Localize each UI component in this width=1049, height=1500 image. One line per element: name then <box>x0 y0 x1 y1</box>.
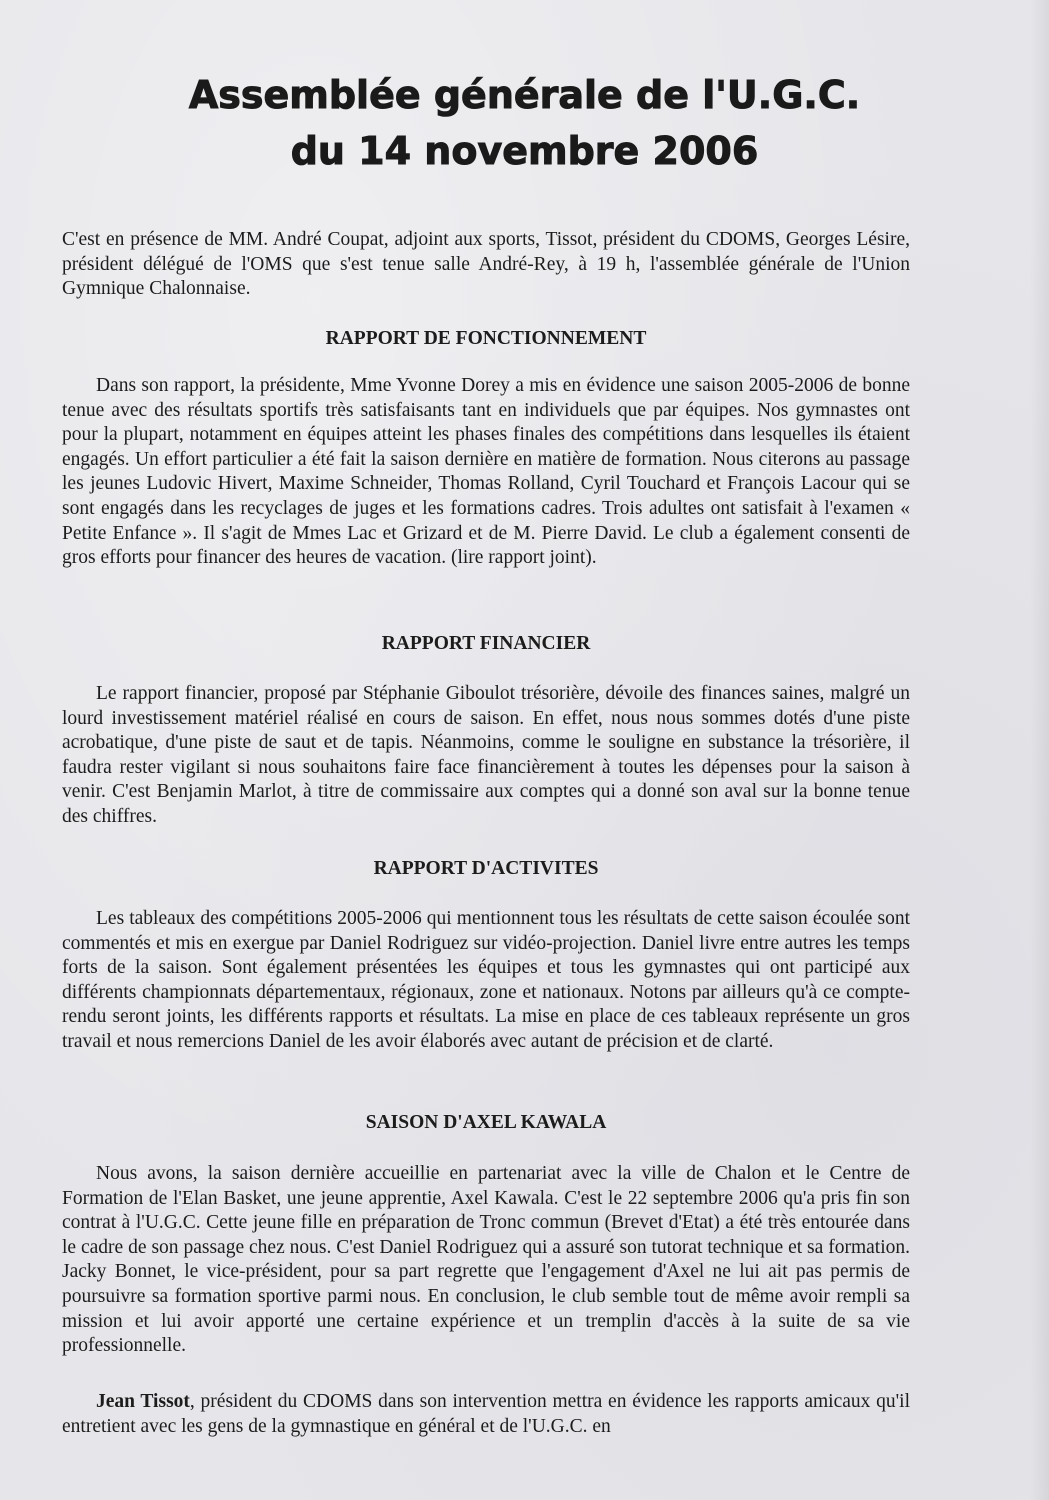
closing-name: Jean Tissot <box>96 1391 190 1412</box>
section-heading-fonctionnement: RAPPORT DE FONCTIONNEMENT <box>325 328 647 349</box>
section-heading-axel-kawala: SAISON D'AXEL KAWALA <box>365 1112 607 1133</box>
document-title-line-1: Assemblée générale de l'U.G.C. <box>188 73 861 117</box>
section-text-axel-kawala: Nous avons, la saison dernière accueillie en partenariat avec la ville de Chalon et le Centre de Formation de l'Elan Basket, une jeune apprentie, Axel Kawala. C'est le 22 septembre 2006 qu'a pris fin son contrat à l'U.G.C. Cette jeune fille en préparation de Tronc commun (Brevet d'Etat) a été très entourée dans le cadre de son passage chez nous. C'est Daniel Rodriguez qui a assuré son tutorat technique et sa formation. Jacky Bonnet, le vice-président, pour sa part regrette que l'engagement d'Axel ne lui ait pas permis de poursuivre sa formation sportive parmi nous. En conclusion, le club semble tout de même avoir rempli sa mission et lui avoir apporté une certaine expérience et un tremplin d'accès à la suite de sa vie professionnelle. <box>62 1163 910 1357</box>
section-text-activites: Les tableaux des compétitions 2005-2006 qui mentionnent tous les résultats de cette saison écoulée sont commentés et mis en exergue par Daniel Rodriguez sur vidéo-projection. Daniel livre entre autres les temps forts de la saison. Sont également présentées les équipes et tous les gymnastes qui ont participé aux différents championnats départementaux, régionaux, zone et nationaux. Notons par ailleurs qu'à ce compte-rendu seront joints, les différents rapports et résultats. La mise en place de ces tableaux représente un gros travail et nous remercions Daniel de les avoir élaborés avec autant de précision et de clarté. <box>62 908 910 1052</box>
section-heading-activites: RAPPORT D'ACTIVITES <box>373 858 599 879</box>
section-text-fonctionnement: Dans son rapport, la présidente, Mme Yvonne Dorey a mis en évidence une saison 2005-2006 de bonne tenue avec des résultats sportifs très satisfaisants tant en individuels que par équipes. Nos gymnastes ont pour la plupart, notamment en équipes atteint les phases finales des compétitions dans lesquelles ils étaient engagés. Un effort particulier a été fait la saison dernière en matière de formation. Nous citerons au passage les jeunes Ludovic Hivert, Maxime Schneider, Thomas Rolland, Cyril Touchard et François Lacour qui se sont engagés dans les recyclages de juges et les formations cadres. Trois adultes ont satisfait à l'examen « Petite Enfance ». Il s'agit de Mmes Lac et Grizard et de M. Pierre David. Le club a également consenti de gros efforts pour financer des heures de vacation. (lire rapport joint). <box>62 375 910 569</box>
intro-paragraph: C'est en présence de MM. André Coupat, adjoint aux sports, Tissot, président du CDOMS, Georges Lésire, président délégué de l'OMS que s'est tenue salle André-Rey, à 19 h, l'assemblée générale de l'Union Gymnique Chalonnaise. <box>62 229 910 300</box>
closing-paragraph <box>62 1390 910 1439</box>
page-fold-shadow <box>1030 0 1049 1500</box>
section-heading-financier: RAPPORT FINANCIER <box>381 633 591 654</box>
document-title-line-2: du 14 novembre 2006 <box>290 129 759 173</box>
closing-text: , président du CDOMS dans son intervention mettra en évidence les rapports amicaux qu'il entretient avec les gens de la gymnastique en général et de l'U.G.C. en <box>62 1391 910 1437</box>
section-text-financier: Le rapport financier, proposé par Stéphanie Giboulot trésorière, dévoile des finances saines, malgré un lourd investissement matériel réalisé en cours de saison. En effet, nous nous sommes dotés d'une piste acrobatique, d'une piste de saut et de tapis. Néanmoins, comme le souligne en substance la trésorière, il faudra rester vigilant si nous souhaitons faire face financièrement à toutes les dépenses pour la saison à venir. C'est Benjamin Marlot, à titre de commissaire aux comptes qui a donné son aval sur la bonne tenue des chiffres. <box>62 683 910 827</box>
